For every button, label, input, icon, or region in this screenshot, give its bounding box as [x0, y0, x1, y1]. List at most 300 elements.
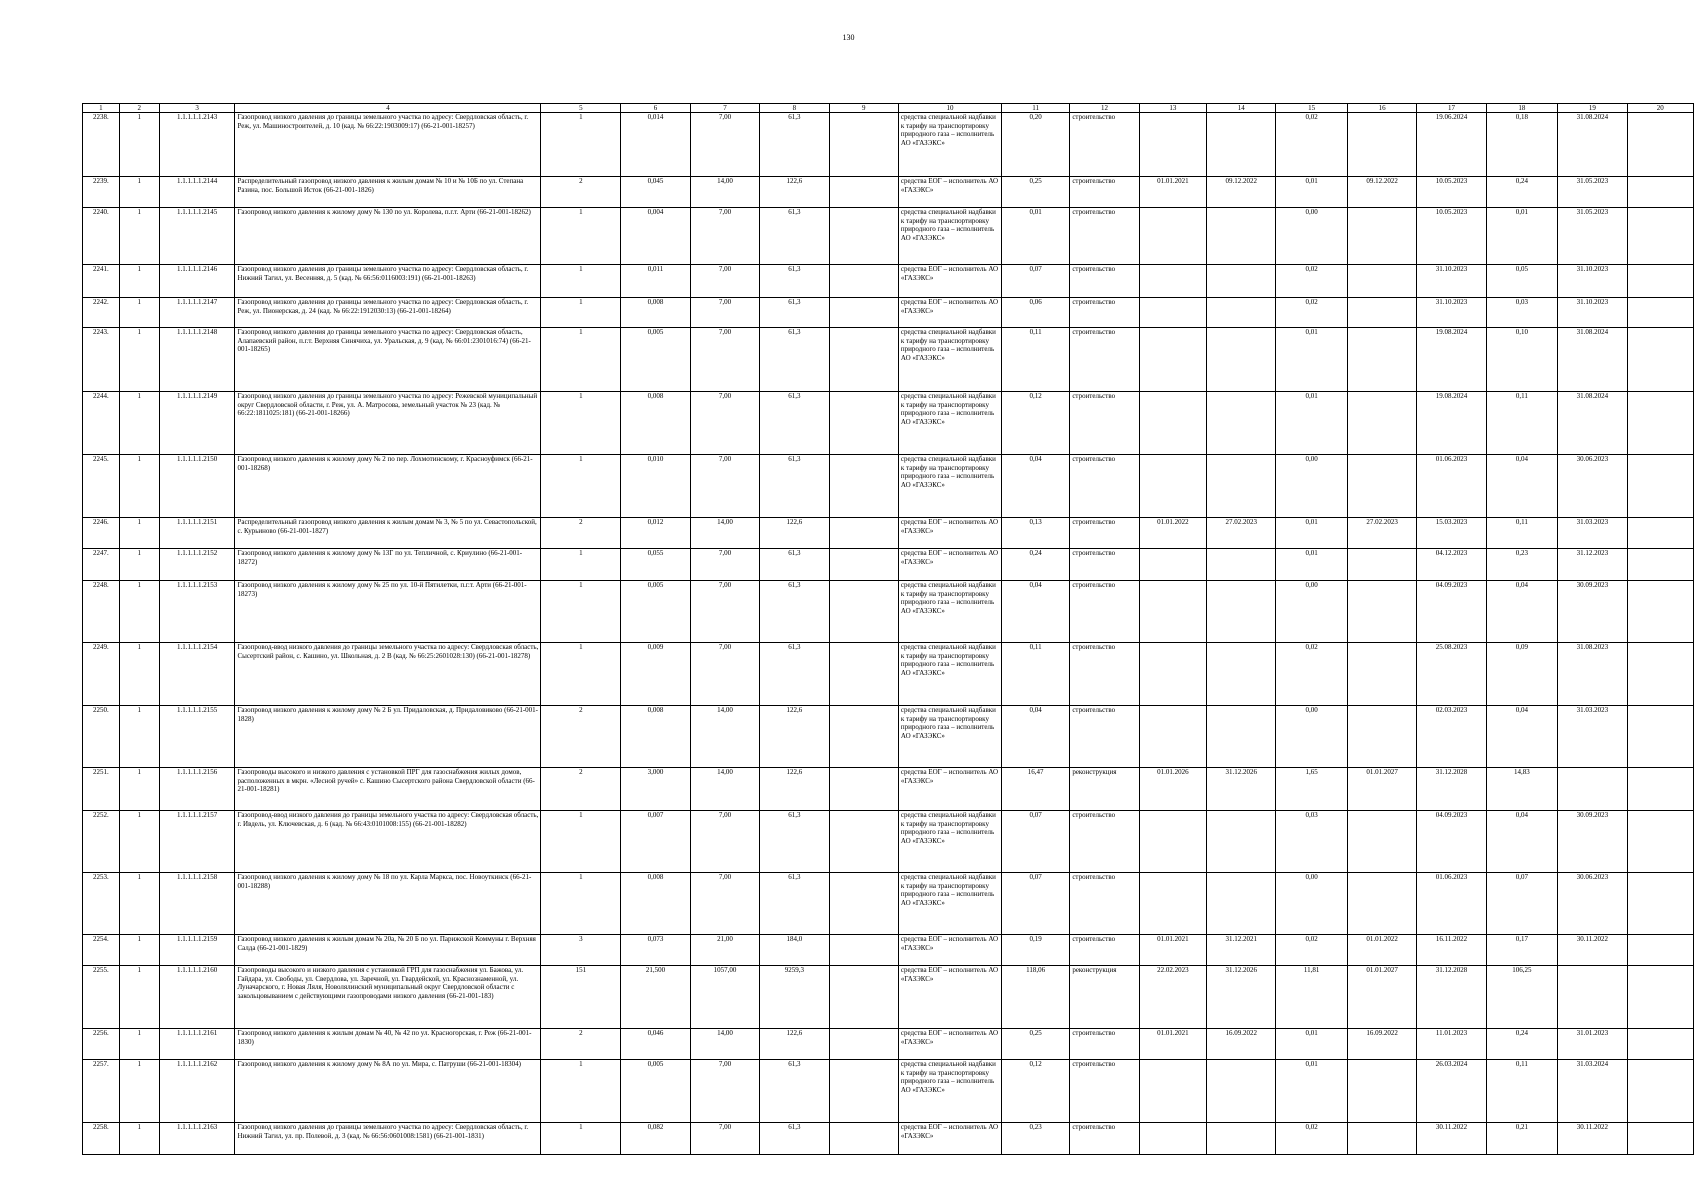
table-cell-col-19: 30.11.2022	[1558, 935, 1627, 966]
table-cell-col-4: Газопроводы высокого и низкого давления с установкой ГРП для газоснабжения ул. Бажова, ул. Гайдара, ул. Свободы, ул. Свердлова, ул. Заречной, ул. Гвардейской, ул. Краснознаменной, ул. Луначарского, г. Новая Ляля, Новолялинский муниципальный округ Свердловской области с закольцовыванием с действующими газопроводами низкого давления (66-21-001-183)	[235, 966, 541, 1029]
table-cell-col-14: 16.09.2022	[1207, 1029, 1276, 1060]
table-cell-col-16	[1347, 455, 1416, 518]
table-cell-col-11: 0,07	[1001, 265, 1069, 298]
table-row	[83, 1029, 1694, 1060]
table-cell-col-4: Газопровод низкого давления до границы земельного участка по адресу: Свердловская область, Алапаевский район, п.г.т. Верхняя Синячиха, ул. Уральская, д. 9 (кад. № 66:01:2301016:74) (66-21-001-18265)	[235, 328, 541, 392]
table-cell-col-3: 1.1.1.1.1.2163	[159, 1123, 235, 1155]
table-cell-col-13	[1139, 208, 1206, 265]
table-body	[83, 113, 1694, 1155]
table-cell-col-7: 14,00	[690, 768, 759, 811]
table-cell-col-12: строительство	[1070, 643, 1139, 706]
table-cell-col-18: 0,09	[1486, 643, 1558, 706]
column-header-10: 10	[898, 104, 1001, 113]
table-cell-col-17: 25.08.2023	[1417, 643, 1486, 706]
table-cell-col-16	[1347, 706, 1416, 768]
table-cell-col-3: 1.1.1.1.1.2144	[159, 177, 235, 208]
table-cell-col-7: 14,00	[690, 177, 759, 208]
table-cell-col-9	[829, 113, 898, 177]
table-cell-col-8: 122,6	[760, 518, 829, 549]
table-cell-col-20	[1627, 455, 1693, 518]
table-cell-col-1: 2245.	[83, 455, 120, 518]
table-cell-col-5: 1	[541, 328, 621, 392]
table-cell-col-11: 0,11	[1001, 643, 1069, 706]
table-cell-col-2: 1	[119, 549, 159, 581]
table-cell-col-2: 1	[119, 177, 159, 208]
table-row	[83, 518, 1694, 549]
table-cell-col-16: 09.12.2022	[1347, 177, 1416, 208]
table-cell-col-10: средства ЕОГ – исполнитель АО «ГАЗЭКС»	[898, 265, 1001, 298]
table-cell-col-13	[1139, 706, 1206, 768]
table-cell-col-20	[1627, 935, 1693, 966]
table-cell-col-12: строительство	[1070, 265, 1139, 298]
table-cell-col-18: 14,83	[1486, 768, 1558, 811]
column-header-8: 8	[760, 104, 829, 113]
table-cell-col-13	[1139, 113, 1206, 177]
table-cell-col-2: 1	[119, 873, 159, 935]
table-cell-col-14	[1207, 1123, 1276, 1155]
table-cell-col-6: 0,011	[621, 265, 690, 298]
table-cell-col-12: строительство	[1070, 1029, 1139, 1060]
table-cell-col-8: 61,3	[760, 455, 829, 518]
table-cell-col-14	[1207, 328, 1276, 392]
table-cell-col-2: 1	[119, 455, 159, 518]
table-cell-col-17: 31.12.2028	[1417, 966, 1486, 1029]
table-cell-col-3: 1.1.1.1.1.2155	[159, 706, 235, 768]
table-cell-col-10: средства специальной надбавки к тарифу на транспортировку природного газа – исполнитель АО «ГАЗЭКС»	[898, 873, 1001, 935]
table-cell-col-2: 1	[119, 328, 159, 392]
table-cell-col-12: строительство	[1070, 455, 1139, 518]
table-cell-col-11: 0,07	[1001, 811, 1069, 873]
table-cell-col-13	[1139, 298, 1206, 328]
table-cell-col-15: 0,01	[1276, 177, 1348, 208]
table-cell-col-10: средства ЕОГ – исполнитель АО «ГАЗЭКС»	[898, 518, 1001, 549]
table-cell-col-13	[1139, 328, 1206, 392]
table-cell-col-3: 1.1.1.1.1.2148	[159, 328, 235, 392]
table-row	[83, 581, 1694, 643]
table-cell-col-3: 1.1.1.1.1.2159	[159, 935, 235, 966]
table-cell-col-2: 1	[119, 1029, 159, 1060]
table-cell-col-16: 01.01.2027	[1347, 966, 1416, 1029]
table-cell-col-2: 1	[119, 392, 159, 455]
table-cell-col-7: 1057,00	[690, 966, 759, 1029]
table-cell-col-18: 0,24	[1486, 1029, 1558, 1060]
column-header-12: 12	[1070, 104, 1139, 113]
table-cell-col-10: средства специальной надбавки к тарифу на транспортировку природного газа – исполнитель АО «ГАЗЭКС»	[898, 706, 1001, 768]
table-cell-col-12: строительство	[1070, 811, 1139, 873]
table-cell-col-13	[1139, 581, 1206, 643]
table-cell-col-10: средства ЕОГ – исполнитель АО «ГАЗЭКС»	[898, 768, 1001, 811]
table-cell-col-2: 1	[119, 768, 159, 811]
table-cell-col-5: 3	[541, 935, 621, 966]
table-cell-col-1: 2242.	[83, 298, 120, 328]
table-cell-col-8: 61,3	[760, 208, 829, 265]
table-cell-col-1: 2250.	[83, 706, 120, 768]
table-cell-col-18: 0,03	[1486, 298, 1558, 328]
table-cell-col-14	[1207, 706, 1276, 768]
table-cell-col-1: 2254.	[83, 935, 120, 966]
table-cell-col-14	[1207, 265, 1276, 298]
table-cell-col-13: 01.01.2021	[1139, 935, 1206, 966]
table-cell-col-8: 61,3	[760, 298, 829, 328]
table-cell-col-16	[1347, 643, 1416, 706]
table-cell-col-19: 31.05.2023	[1558, 208, 1627, 265]
table-cell-col-8: 61,3	[760, 1123, 829, 1155]
table-cell-col-5: 1	[541, 298, 621, 328]
table-cell-col-20	[1627, 966, 1693, 1029]
table-cell-col-17: 19.08.2024	[1417, 392, 1486, 455]
table-cell-col-19	[1558, 966, 1627, 1029]
table-cell-col-16: 01.01.2022	[1347, 935, 1416, 966]
table-cell-col-5: 151	[541, 966, 621, 1029]
table-cell-col-11: 0,24	[1001, 549, 1069, 581]
table-cell-col-13: 01.01.2021	[1139, 1029, 1206, 1060]
table-cell-col-18: 0,01	[1486, 208, 1558, 265]
table-cell-col-17: 02.03.2023	[1417, 706, 1486, 768]
table-cell-col-13	[1139, 873, 1206, 935]
table-cell-col-18: 0,07	[1486, 873, 1558, 935]
table-cell-col-3: 1.1.1.1.1.2152	[159, 549, 235, 581]
table-cell-col-4: Газопровод низкого давления к жилому дому № 2 Б ул. Придаловская, д. Придаловиково (66-21-001-1828)	[235, 706, 541, 768]
table-cell-col-14	[1207, 455, 1276, 518]
table-cell-col-8: 122,6	[760, 177, 829, 208]
table-cell-col-1: 2248.	[83, 581, 120, 643]
table-cell-col-8: 61,3	[760, 113, 829, 177]
table-cell-col-2: 1	[119, 113, 159, 177]
table-row	[83, 1123, 1694, 1155]
table-cell-col-16	[1347, 265, 1416, 298]
table-header	[83, 104, 1694, 113]
table-cell-col-12: реконструкция	[1070, 768, 1139, 811]
table-cell-col-14	[1207, 298, 1276, 328]
table-cell-col-19: 31.10.2023	[1558, 298, 1627, 328]
table-cell-col-14	[1207, 208, 1276, 265]
table-row	[83, 113, 1694, 177]
table-cell-col-5: 2	[541, 706, 621, 768]
table-cell-col-11: 0,04	[1001, 455, 1069, 518]
table-cell-col-1: 2239.	[83, 177, 120, 208]
table-cell-col-15: 0,00	[1276, 873, 1348, 935]
table-cell-col-18: 0,10	[1486, 328, 1558, 392]
table-cell-col-3: 1.1.1.1.1.2147	[159, 298, 235, 328]
table-cell-col-10: средства специальной надбавки к тарифу на транспортировку природного газа – исполнитель АО «ГАЗЭКС»	[898, 208, 1001, 265]
table-cell-col-20	[1627, 1029, 1693, 1060]
table-cell-col-18: 0,05	[1486, 265, 1558, 298]
table-cell-col-19: 31.03.2023	[1558, 518, 1627, 549]
table-cell-col-10: средства ЕОГ – исполнитель АО «ГАЗЭКС»	[898, 177, 1001, 208]
table-cell-col-3: 1.1.1.1.1.2161	[159, 1029, 235, 1060]
table-cell-col-9	[829, 455, 898, 518]
table-cell-col-10: средства специальной надбавки к тарифу на транспортировку природного газа – исполнитель АО «ГАЗЭКС»	[898, 1060, 1001, 1123]
table-cell-col-11: 0,12	[1001, 1060, 1069, 1123]
table-cell-col-19: 30.09.2023	[1558, 811, 1627, 873]
table-cell-col-11: 0,01	[1001, 208, 1069, 265]
table-cell-col-2: 1	[119, 643, 159, 706]
table-cell-col-9	[829, 298, 898, 328]
table-cell-col-1: 2252.	[83, 811, 120, 873]
column-header-14: 14	[1207, 104, 1276, 113]
table-cell-col-16	[1347, 392, 1416, 455]
table-cell-col-4: Газопровод низкого давления к жилому дому № 18 по ул. Карла Маркса, пос. Новоуткинск (66-21-001-18288)	[235, 873, 541, 935]
table-cell-col-9	[829, 392, 898, 455]
table-cell-col-15: 0,01	[1276, 1029, 1348, 1060]
table-cell-col-18: 0,21	[1486, 1123, 1558, 1155]
table-cell-col-8: 61,3	[760, 265, 829, 298]
table-cell-col-10: средства специальной надбавки к тарифу на транспортировку природного газа – исполнитель АО «ГАЗЭКС»	[898, 811, 1001, 873]
table-cell-col-7: 7,00	[690, 1123, 759, 1155]
table-row	[83, 768, 1694, 811]
table-cell-col-17: 04.09.2023	[1417, 581, 1486, 643]
column-header-18: 18	[1486, 104, 1558, 113]
table-cell-col-2: 1	[119, 966, 159, 1029]
table-cell-col-12: строительство	[1070, 935, 1139, 966]
data-table	[82, 103, 1694, 1155]
table-cell-col-15: 0,01	[1276, 549, 1348, 581]
table-cell-col-4: Газопровод низкого давления к жилым домам № 20а, № 20 Б по ул. Парижской Коммуны г. Верхняя Салда (66-21-001-1829)	[235, 935, 541, 966]
table-cell-col-13	[1139, 811, 1206, 873]
table-cell-col-16	[1347, 1123, 1416, 1155]
table-cell-col-14	[1207, 1060, 1276, 1123]
table-cell-col-7: 7,00	[690, 113, 759, 177]
table-cell-col-16	[1347, 873, 1416, 935]
table-cell-col-19: 31.08.2024	[1558, 113, 1627, 177]
table-cell-col-14	[1207, 873, 1276, 935]
table-cell-col-1: 2238.	[83, 113, 120, 177]
table-cell-col-8: 184,0	[760, 935, 829, 966]
table-cell-col-17: 04.09.2023	[1417, 811, 1486, 873]
table-cell-col-12: реконструкция	[1070, 966, 1139, 1029]
table-cell-col-13	[1139, 392, 1206, 455]
table-cell-col-8: 61,3	[760, 873, 829, 935]
table-cell-col-3: 1.1.1.1.1.2158	[159, 873, 235, 935]
table-cell-col-8: 61,3	[760, 643, 829, 706]
column-header-15: 15	[1276, 104, 1348, 113]
table-cell-col-19: 31.08.2024	[1558, 328, 1627, 392]
table-cell-col-14: 09.12.2022	[1207, 177, 1276, 208]
table-cell-col-16: 27.02.2023	[1347, 518, 1416, 549]
table-row	[83, 328, 1694, 392]
table-cell-col-12: строительство	[1070, 581, 1139, 643]
table-cell-col-13	[1139, 265, 1206, 298]
table-cell-col-11: 0,25	[1001, 1029, 1069, 1060]
table-cell-col-5: 2	[541, 1029, 621, 1060]
table-cell-col-8: 61,3	[760, 392, 829, 455]
table-cell-col-15: 0,00	[1276, 706, 1348, 768]
column-header-9: 9	[829, 104, 898, 113]
column-header-3: 3	[159, 104, 235, 113]
table-cell-col-4: Газопровод низкого давления до границы земельного участка по адресу: Свердловская область, г. Реж, ул. Пионерская, д. 24 (кад. № 66:22:1912030:13) (66-21-001-18264)	[235, 298, 541, 328]
table-cell-col-9	[829, 811, 898, 873]
table-cell-col-5: 1	[541, 265, 621, 298]
table-cell-col-6: 0,008	[621, 706, 690, 768]
table-cell-col-3: 1.1.1.1.1.2156	[159, 768, 235, 811]
table-cell-col-4: Газопроводы высокого и низкого давления с установкой ПРГ для газоснабжения жилых домов, расположенных в мкрн. «Лесной ручей» с. Кашино Сысертского района Свердловской области (66-21-001-18281)	[235, 768, 541, 811]
table-cell-col-17: 01.06.2023	[1417, 455, 1486, 518]
table-cell-col-2: 1	[119, 1123, 159, 1155]
table-cell-col-1: 2246.	[83, 518, 120, 549]
table-row	[83, 549, 1694, 581]
table-cell-col-15: 1,65	[1276, 768, 1348, 811]
table-cell-col-3: 1.1.1.1.1.2162	[159, 1060, 235, 1123]
table-cell-col-1: 2240.	[83, 208, 120, 265]
table-cell-col-19: 31.08.2023	[1558, 643, 1627, 706]
table-cell-col-9	[829, 518, 898, 549]
table-cell-col-2: 1	[119, 811, 159, 873]
table-cell-col-11: 0,07	[1001, 873, 1069, 935]
table-cell-col-14: 31.12.2021	[1207, 935, 1276, 966]
table-cell-col-4: Газопровод низкого давления к жилому дому № 2 по пер. Лохмотинскому, г. Красноуфимск (66-21-001-18268)	[235, 455, 541, 518]
table-cell-col-13: 01.01.2022	[1139, 518, 1206, 549]
table-cell-col-7: 7,00	[690, 581, 759, 643]
table-cell-col-19: 30.11.2022	[1558, 1123, 1627, 1155]
table-cell-col-17: 31.10.2023	[1417, 298, 1486, 328]
table-cell-col-20	[1627, 298, 1693, 328]
column-header-16: 16	[1347, 104, 1416, 113]
table-cell-col-19: 31.03.2024	[1558, 1060, 1627, 1123]
table-cell-col-13	[1139, 1060, 1206, 1123]
table-cell-col-6: 21,500	[621, 966, 690, 1029]
table-cell-col-20	[1627, 873, 1693, 935]
table-cell-col-11: 0,04	[1001, 581, 1069, 643]
table-cell-col-15: 0,03	[1276, 811, 1348, 873]
table-cell-col-17: 16.11.2022	[1417, 935, 1486, 966]
table-cell-col-16	[1347, 208, 1416, 265]
table-cell-col-13	[1139, 455, 1206, 518]
table-cell-col-7: 7,00	[690, 873, 759, 935]
table-row	[83, 177, 1694, 208]
column-header-6: 6	[621, 104, 690, 113]
table-cell-col-10: средства специальной надбавки к тарифу на транспортировку природного газа – исполнитель АО «ГАЗЭКС»	[898, 328, 1001, 392]
table-cell-col-20	[1627, 392, 1693, 455]
table-cell-col-12: строительство	[1070, 392, 1139, 455]
table-cell-col-4: Газопровод низкого давления до границы земельного участка по адресу: Свердловская область, г. Реж, ул. Машиностроителей, д. 10 (кад. № 66:22:1903009:17) (66-21-001-18257)	[235, 113, 541, 177]
table-cell-col-17: 10.05.2023	[1417, 208, 1486, 265]
table-cell-col-17: 31.10.2023	[1417, 265, 1486, 298]
table-cell-col-20	[1627, 328, 1693, 392]
table-cell-col-4: Газопровод-ввод низкого давления до границы земельного участка по адресу: Свердловская область, Сысертский район, с. Кашино, ул. Школьная, д. 2 В (кад. № 66:25:2601028:130) (66-21-001-18278)	[235, 643, 541, 706]
table-cell-col-13	[1139, 549, 1206, 581]
table-cell-col-2: 1	[119, 265, 159, 298]
table-cell-col-9	[829, 177, 898, 208]
table-cell-col-12: строительство	[1070, 328, 1139, 392]
table-cell-col-14	[1207, 549, 1276, 581]
table-cell-col-7: 7,00	[690, 643, 759, 706]
table-cell-col-11: 0,19	[1001, 935, 1069, 966]
table-row	[83, 643, 1694, 706]
table-cell-col-7: 7,00	[690, 265, 759, 298]
table-cell-col-11: 0,23	[1001, 1123, 1069, 1155]
table-cell-col-6: 0,082	[621, 1123, 690, 1155]
table-cell-col-15: 0,02	[1276, 935, 1348, 966]
table-cell-col-14	[1207, 643, 1276, 706]
table-cell-col-5: 2	[541, 177, 621, 208]
table-cell-col-2: 1	[119, 518, 159, 549]
table-cell-col-8: 61,3	[760, 549, 829, 581]
table-cell-col-2: 1	[119, 208, 159, 265]
table-row	[83, 966, 1694, 1029]
table-cell-col-10: средства специальной надбавки к тарифу на транспортировку природного газа – исполнитель АО «ГАЗЭКС»	[898, 392, 1001, 455]
table-cell-col-16	[1347, 113, 1416, 177]
table-cell-col-18: 0,04	[1486, 811, 1558, 873]
table-cell-col-9	[829, 208, 898, 265]
table-cell-col-15: 0,01	[1276, 328, 1348, 392]
table-cell-col-2: 1	[119, 581, 159, 643]
column-header-17: 17	[1417, 104, 1486, 113]
table-cell-col-6: 0,045	[621, 177, 690, 208]
table-cell-col-7: 7,00	[690, 298, 759, 328]
table-cell-col-14	[1207, 811, 1276, 873]
table-cell-col-1: 2244.	[83, 392, 120, 455]
table-cell-col-11: 0,04	[1001, 706, 1069, 768]
table-cell-col-16	[1347, 1060, 1416, 1123]
table-cell-col-4: Распределительный газопровод низкого давления к жилым домам № 3, № 5 по ул. Севастопольской, с. Курьиново (66-21-001-1827)	[235, 518, 541, 549]
table-cell-col-1: 2243.	[83, 328, 120, 392]
table-cell-col-18: 106,25	[1486, 966, 1558, 1029]
table-cell-col-11: 0,13	[1001, 518, 1069, 549]
table-cell-col-8: 61,3	[760, 811, 829, 873]
table-cell-col-20	[1627, 1123, 1693, 1155]
table-cell-col-7: 7,00	[690, 328, 759, 392]
table-cell-col-15: 0,00	[1276, 455, 1348, 518]
table-cell-col-5: 1	[541, 392, 621, 455]
table-cell-col-8: 122,6	[760, 768, 829, 811]
table-cell-col-16: 01.01.2027	[1347, 768, 1416, 811]
table-cell-col-1: 2256.	[83, 1029, 120, 1060]
table-cell-col-7: 7,00	[690, 455, 759, 518]
table-cell-col-15: 0,02	[1276, 643, 1348, 706]
table-cell-col-6: 3,000	[621, 768, 690, 811]
table-cell-col-12: строительство	[1070, 706, 1139, 768]
column-header-2: 2	[119, 104, 159, 113]
table-cell-col-1: 2251.	[83, 768, 120, 811]
table-cell-col-20	[1627, 208, 1693, 265]
table-cell-col-3: 1.1.1.1.1.2149	[159, 392, 235, 455]
table-row	[83, 208, 1694, 265]
table-cell-col-16	[1347, 811, 1416, 873]
table-row	[83, 265, 1694, 298]
table-cell-col-11: 0,20	[1001, 113, 1069, 177]
table-cell-col-12: строительство	[1070, 1123, 1139, 1155]
table-cell-col-12: строительство	[1070, 873, 1139, 935]
table-cell-col-15: 0,01	[1276, 392, 1348, 455]
table-cell-col-15: 11,81	[1276, 966, 1348, 1029]
table-cell-col-18: 0,11	[1486, 1060, 1558, 1123]
table-cell-col-20	[1627, 811, 1693, 873]
investment-program-table	[82, 103, 1694, 1155]
table-cell-col-9	[829, 581, 898, 643]
table-cell-col-5: 2	[541, 768, 621, 811]
table-cell-col-5: 1	[541, 208, 621, 265]
table-cell-col-3: 1.1.1.1.1.2153	[159, 581, 235, 643]
table-cell-col-12: строительство	[1070, 518, 1139, 549]
table-cell-col-16: 16.09.2022	[1347, 1029, 1416, 1060]
table-cell-col-6: 0,008	[621, 873, 690, 935]
table-cell-col-4: Газопровод низкого давления к жилому дому № 13Г по ул. Тепличной, с. Криулино (66-21-001-18272)	[235, 549, 541, 581]
table-cell-col-5: 1	[541, 455, 621, 518]
table-cell-col-20	[1627, 768, 1693, 811]
table-cell-col-11: 0,06	[1001, 298, 1069, 328]
table-cell-col-3: 1.1.1.1.1.2143	[159, 113, 235, 177]
table-cell-col-8: 9259,3	[760, 966, 829, 1029]
page-number: 130	[842, 33, 855, 42]
column-header-20: 20	[1627, 104, 1693, 113]
table-cell-col-10: средства специальной надбавки к тарифу на транспортировку природного газа – исполнитель АО «ГАЗЭКС»	[898, 581, 1001, 643]
table-cell-col-14	[1207, 392, 1276, 455]
table-row	[83, 455, 1694, 518]
table-cell-col-10: средства специальной надбавки к тарифу на транспортировку природного газа – исполнитель АО «ГАЗЭКС»	[898, 455, 1001, 518]
table-cell-col-8: 61,3	[760, 581, 829, 643]
table-cell-col-15: 0,00	[1276, 581, 1348, 643]
table-cell-col-4: Газопровод низкого давления до границы земельного участка по адресу: Свердловская область, г. Нижний Тагил, ул. Весенняя, д. 5 (кад. № 66:56:0116003:191) (66-21-001-18263)	[235, 265, 541, 298]
